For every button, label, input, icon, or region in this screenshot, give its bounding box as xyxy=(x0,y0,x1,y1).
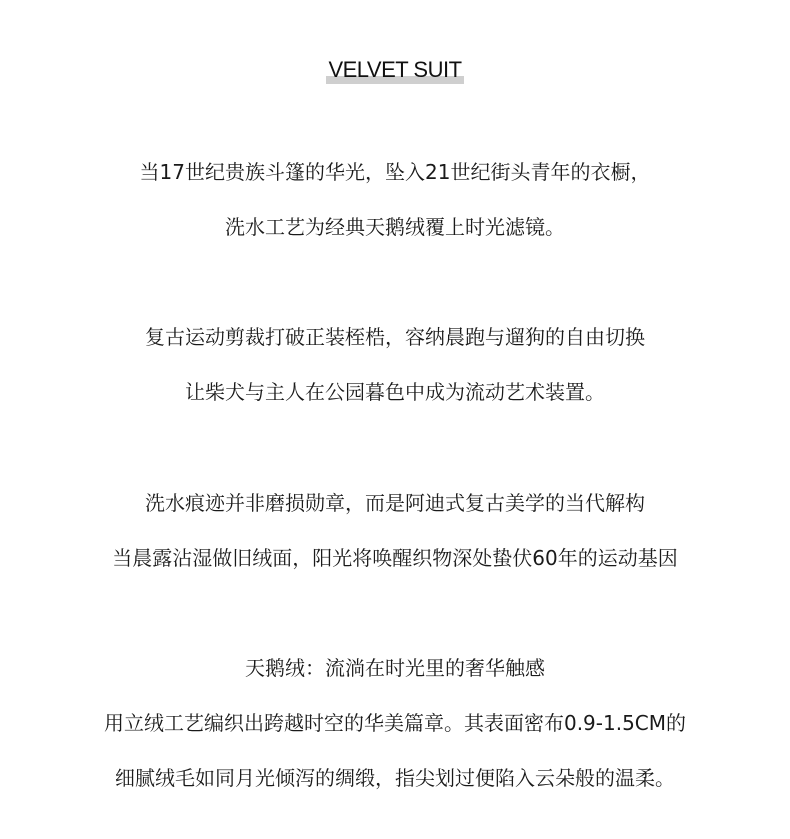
paragraph-3-line-1: 洗水痕迹并非磨损勋章，而是阿迪式复古美学的当代解构 xyxy=(145,491,645,515)
paragraph-2-line-2: 让柴犬与主人在公园暮色中成为流动艺术装置。 xyxy=(185,380,605,404)
page-title-text: VELVET SUIT xyxy=(328,57,462,82)
paragraph-1-line-1: 当17世纪贵族斗篷的华光，坠入21世纪街头青年的衣橱， xyxy=(139,160,651,184)
title-container xyxy=(0,56,790,84)
paragraph-3-line-2: 当晨露沾湿做旧绒面，阳光将唤醒织物深处蛰伏60年的运动基因 xyxy=(112,546,678,570)
paragraph-2-line-1: 复古运动剪裁打破正装桎梏，容纳晨跑与遛狗的自由切换 xyxy=(145,325,645,349)
paragraph-4-line-3: 细腻绒毛如同月光倾泻的绸缎，指尖划过便陷入云朵般的温柔。 xyxy=(115,766,675,790)
page-title xyxy=(326,56,463,84)
paragraph-1-line-2: 洗水工艺为经典天鹅绒覆上时光滤镜。 xyxy=(225,215,565,239)
paragraph-4-line-1: 天鹅绒：流淌在时光里的奢华触感 xyxy=(245,656,545,680)
paragraph-4-line-2: 用立绒工艺编织出跨越时空的华美篇章。其表面密布0.9-1.5CM的 xyxy=(103,711,687,735)
